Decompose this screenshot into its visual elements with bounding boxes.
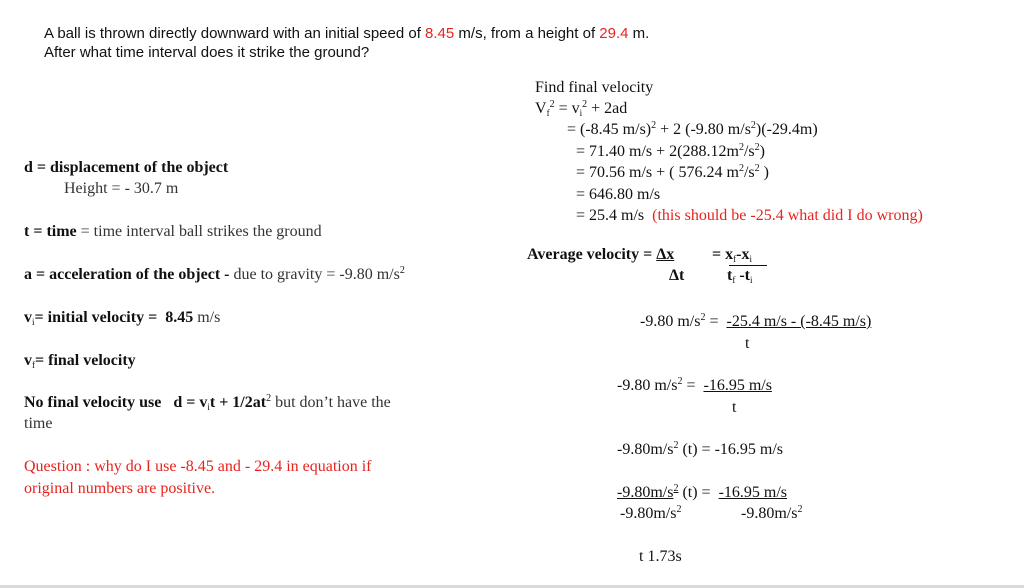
- work-step-4: = 646.80 m/s: [576, 186, 661, 203]
- calc-2-denominator: t: [732, 399, 737, 416]
- definition-t: t = time = time interval ball strikes the ground: [24, 223, 322, 240]
- work-step-1: = (-8.45 m/s)$^2$ + 2 (-9.80 $m/s^2)(-29.4m)$: [567, 120, 818, 138]
- average-velocity-denominator: Δt: [669, 267, 685, 284]
- no-final-velocity-note: No final velocity use $d = v_it + 1/2at^2$ but don’t have the: [24, 393, 391, 412]
- definition-vf: $v_f=$ final velocity: [24, 352, 136, 370]
- question-line1: Question : why do I use -8.45 and - 29.4 in equation if: [24, 458, 372, 475]
- fraction-bar: [729, 265, 767, 266]
- work-step-2: = 71.40 $m/s + 2(288.12m^2/s^2)$: [576, 142, 765, 160]
- definition-a: a = acceleration of the object - due to gravity = -9.80 $m/s^2$: [24, 265, 405, 283]
- question-line2: original numbers are positive.: [24, 480, 216, 497]
- work-step-3: = 70.56 m/s + ( 576.24 $m^2/s^2$ ): [576, 163, 769, 181]
- calc-4-right-denominator: $-9.80m/s^2$: [741, 504, 803, 522]
- wrong-sign-note: (this should be -25.4 what did I do wrong): [652, 207, 923, 224]
- average-velocity-definition: = $x_f-x_i$: [712, 246, 752, 264]
- calc-1-denominator: t: [745, 335, 750, 352]
- initial-speed-value: 8.45: [425, 25, 455, 42]
- definition-vi: $v_i=$ initial velocity = 8.45 m/s: [24, 309, 221, 327]
- problem-statement-line2: After what time interval does it strike the ground?: [44, 44, 370, 61]
- average-velocity-label: Average velocity = Δx: [527, 246, 675, 263]
- no-final-velocity-note-line2: time: [24, 415, 53, 432]
- calc-3: $-9.80m/s^2$ (t) = -16.95 m/s: [617, 440, 784, 458]
- height-value: 29.4: [599, 25, 629, 42]
- definition-d: d = displacement of the object: [24, 159, 229, 176]
- calc-4-left-denominator: $-9.80m/s^2$: [620, 504, 682, 522]
- calc-1: -9.80 $m/s^2 = -25.4$ m/s - (-8.45 m/s): [640, 312, 872, 330]
- final-result: t 1.73s: [639, 548, 682, 565]
- kinematic-equation: $V_f^2 = v_i^2 + 2ad$: [535, 99, 628, 118]
- work-title: Find final velocity: [535, 79, 654, 96]
- calc-4-numerator: $-9.80m/s^2$ (t) = -16.95 m/s: [617, 483, 788, 501]
- work-step-5: = 25.4 m/s (this should be -25.4 what did I do wrong): [576, 207, 923, 224]
- definition-height: Height = - 30.7 m: [64, 180, 179, 197]
- average-velocity-time-denominator: $t_f$ $-t_i$: [727, 267, 753, 285]
- problem-statement-line1: A ball is thrown directly downward with an initial speed of 8.45 m/s, from a height of 29.4 m.: [44, 25, 650, 42]
- calc-2: -9.80 $m/s^2 = -16.95$ m/s: [617, 376, 772, 394]
